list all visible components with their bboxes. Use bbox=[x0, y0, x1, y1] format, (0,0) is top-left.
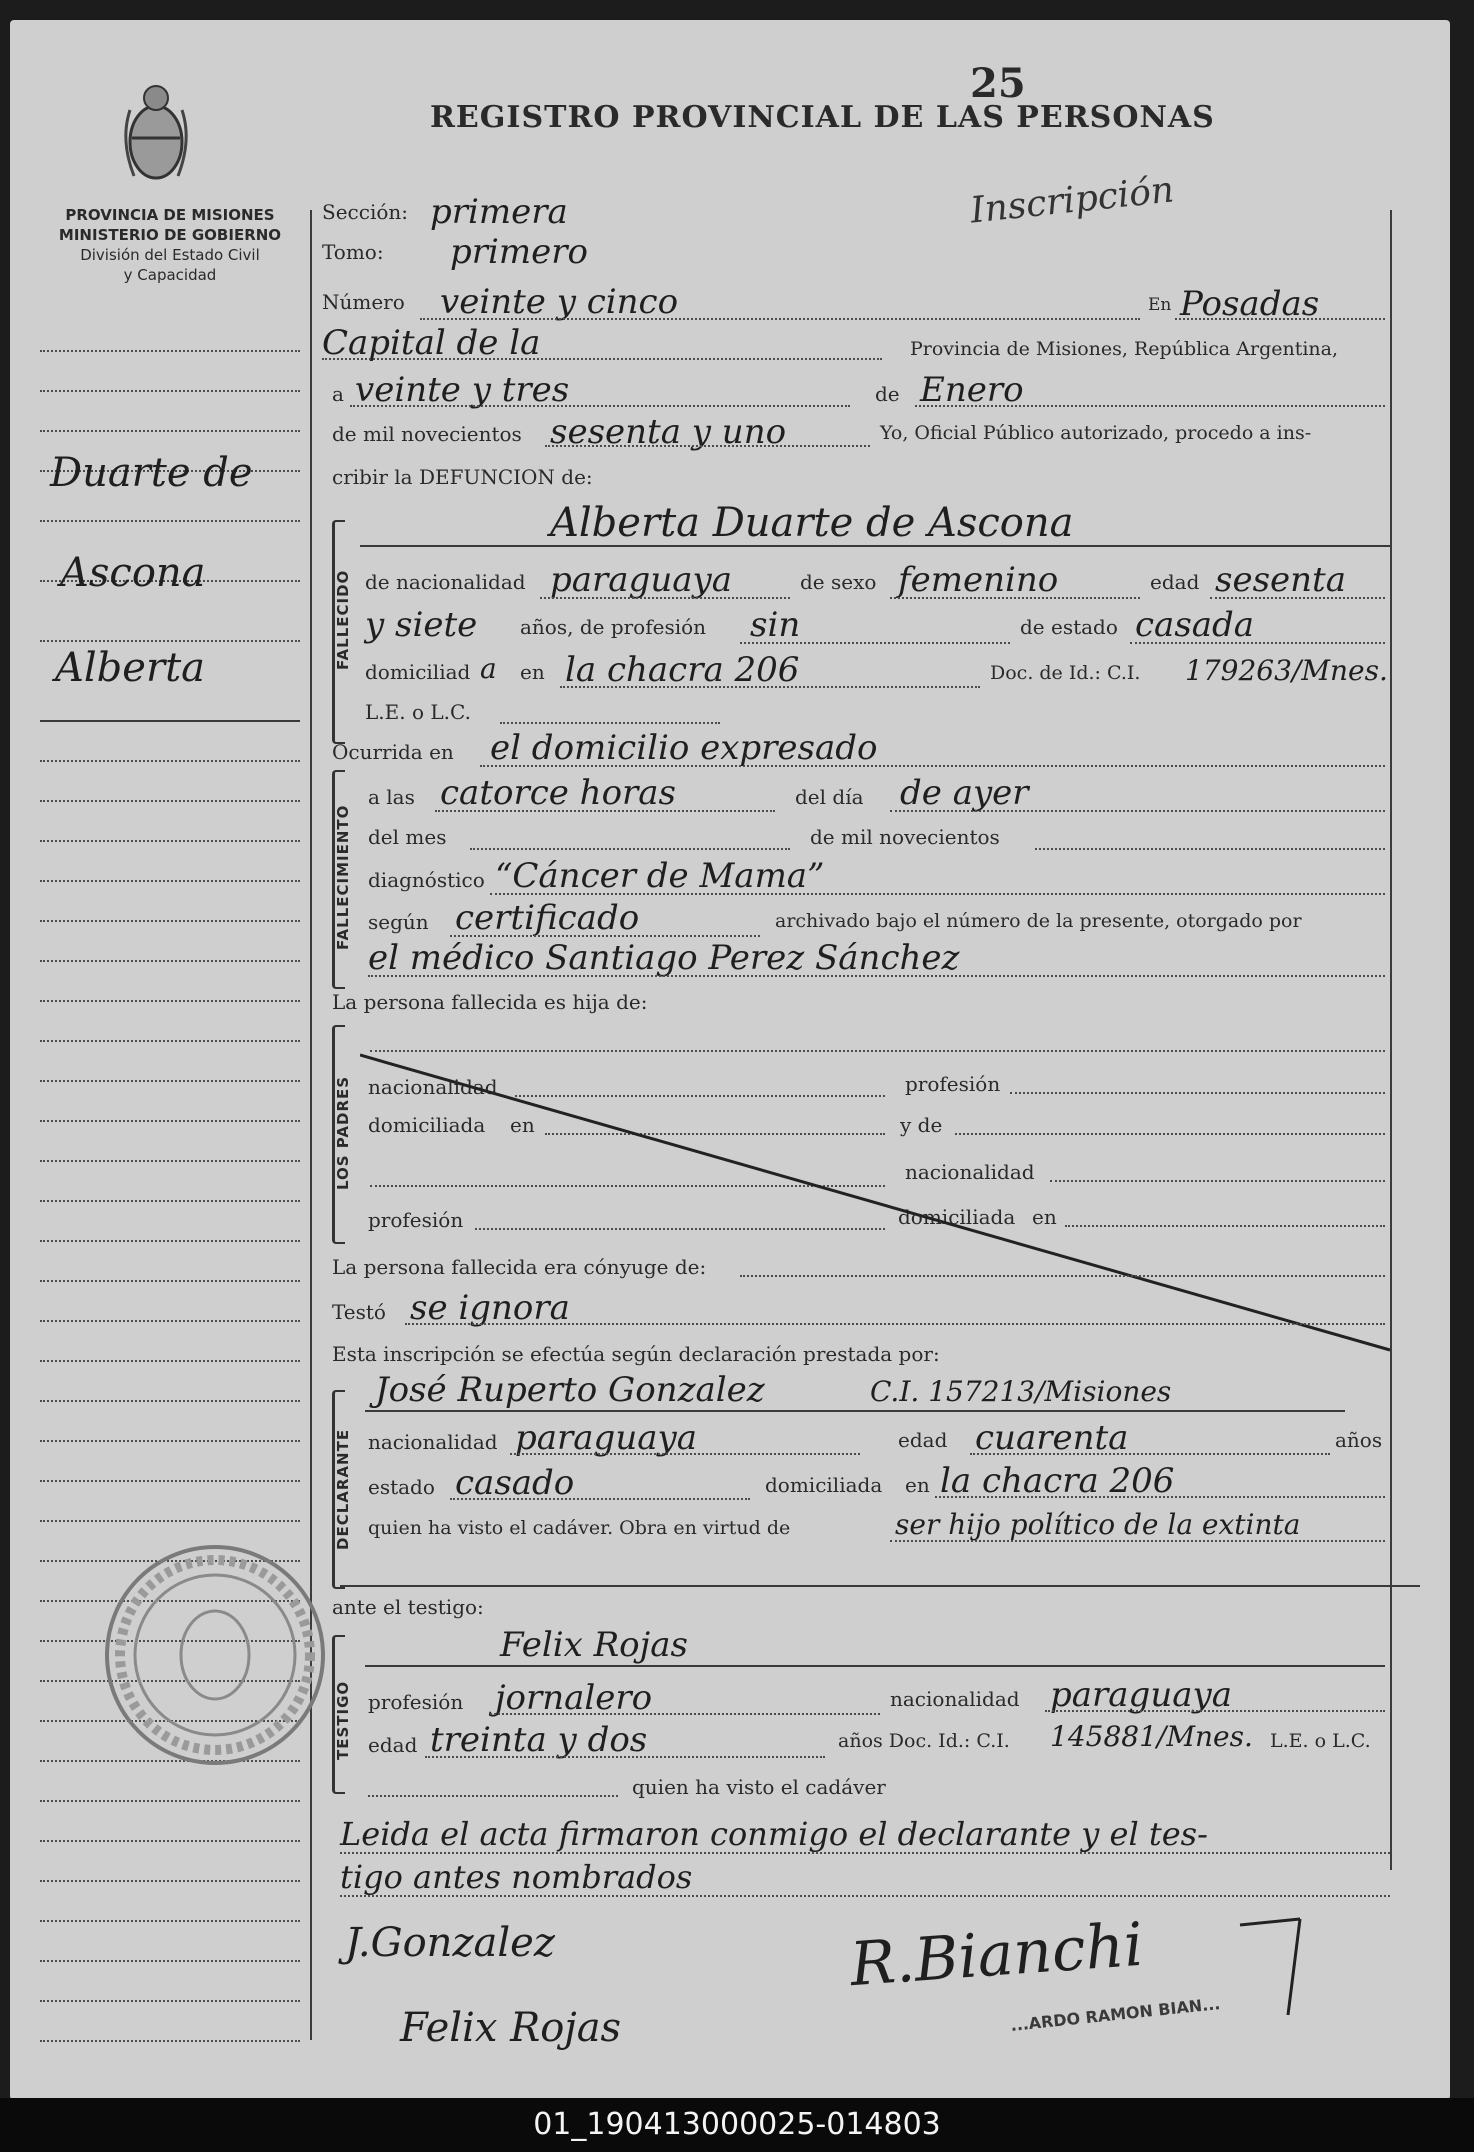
signature-testigo: Felix Rojas bbox=[400, 2005, 622, 2051]
segun-line bbox=[450, 935, 760, 937]
page-number: 25 bbox=[970, 60, 1026, 107]
declarante-name: José Ruperto Gonzalez bbox=[375, 1370, 765, 1410]
conyuge-label: La persona fallecida era cónyuge de: bbox=[332, 1255, 707, 1279]
de-mil2-line bbox=[1035, 848, 1385, 850]
segun-value: certificado bbox=[455, 898, 640, 938]
right-border bbox=[1390, 210, 1392, 1870]
margin-line bbox=[40, 960, 300, 962]
declarante-line bbox=[365, 1410, 1345, 1412]
t-profesion-value: jornalero bbox=[495, 1678, 653, 1718]
closing-line-1: Leida el acta firmaron conmigo el declarante y el tes- bbox=[340, 1815, 1208, 1853]
padres-side-label: LOS PADRES bbox=[334, 1075, 352, 1190]
d-edad-line bbox=[970, 1453, 1330, 1455]
margin-line bbox=[40, 720, 300, 722]
fallecido-line bbox=[360, 545, 1390, 547]
testigo-line bbox=[365, 1665, 1385, 1667]
profesion-value: sin bbox=[750, 605, 801, 645]
margin-line bbox=[40, 1000, 300, 1002]
en-label2: en bbox=[520, 660, 545, 684]
capacidad-label: y Capacidad bbox=[123, 266, 217, 284]
domiciliad-suffix: a bbox=[480, 652, 497, 685]
testigo-side-label: TESTIGO bbox=[334, 1680, 352, 1760]
doc-label: Doc. de Id.: C.I. bbox=[990, 662, 1141, 684]
fallecido-name: Alberta Duarte de Ascona bbox=[550, 500, 1074, 546]
coat-of-arms-icon bbox=[120, 80, 192, 190]
provincia-label: Provincia de Misiones, República Argentina, bbox=[910, 338, 1339, 360]
margin-line bbox=[40, 840, 300, 842]
d-edad-label: edad bbox=[898, 1428, 948, 1452]
d-virtud-value: ser hijo político de la extinta bbox=[895, 1508, 1301, 1541]
numero-value: veinte y cinco bbox=[440, 282, 679, 322]
margin-line bbox=[40, 1520, 300, 1522]
margin-line bbox=[40, 1160, 300, 1162]
margin-line bbox=[40, 880, 300, 882]
nacionalidad-label: de nacionalidad bbox=[365, 570, 526, 594]
hora-value: catorce horas bbox=[440, 773, 677, 813]
t-nacionalidad-label: nacionalidad bbox=[890, 1687, 1020, 1711]
diagnostico-value: “Cáncer de Mama” bbox=[495, 856, 825, 896]
segun-label: según bbox=[368, 910, 429, 934]
anos-profesion-label: años, de profesión bbox=[520, 615, 707, 639]
margin-line bbox=[40, 1480, 300, 1482]
d-nacionalidad-value: paraguaya bbox=[515, 1418, 697, 1458]
d-nacionalidad-line bbox=[510, 1453, 860, 1455]
margin-line bbox=[40, 1120, 300, 1122]
dia-fall-value: de ayer bbox=[900, 773, 1029, 813]
fallecimiento-side-label: FALLECIMIENTO bbox=[334, 804, 352, 950]
margin-line bbox=[40, 2000, 300, 2002]
numero-label: Número bbox=[322, 290, 405, 314]
seccion-value: primera bbox=[430, 192, 568, 232]
testo-value: se ignora bbox=[410, 1288, 570, 1328]
p-domiciliada-label: domiciliada bbox=[368, 1113, 486, 1137]
edad-line bbox=[1210, 597, 1385, 599]
t-anos-label: años Doc. Id.: C.I. bbox=[838, 1730, 1010, 1752]
t-edad-value: treinta y dos bbox=[430, 1720, 648, 1760]
closing-line-2: tigo antes nombrados bbox=[340, 1858, 693, 1896]
margin-line bbox=[40, 1880, 300, 1882]
hija-de-label: La persona fallecida es hija de: bbox=[332, 990, 648, 1014]
estado-label: de estado bbox=[1020, 615, 1118, 639]
t-edad-line bbox=[425, 1756, 825, 1758]
t-profesion-line bbox=[490, 1713, 880, 1715]
tomo-label: Tomo: bbox=[322, 240, 384, 264]
d-estado-value: casado bbox=[455, 1463, 575, 1503]
medico-value: el médico Santiago Perez Sánchez bbox=[368, 938, 960, 978]
p-en-label: en bbox=[510, 1113, 535, 1137]
p-profesion2-label: profesión bbox=[368, 1208, 464, 1232]
testo-label: Testó bbox=[332, 1300, 386, 1324]
domicilio-line bbox=[560, 686, 980, 688]
del-mes-line bbox=[470, 848, 790, 850]
p-domiciliada2-label: domiciliada bbox=[898, 1205, 1016, 1229]
conyuge-line bbox=[740, 1275, 1385, 1277]
top-annotation: Inscripción bbox=[968, 169, 1176, 232]
margin-name-surname2: Ascona bbox=[60, 550, 206, 596]
closing-line-rule-1 bbox=[340, 1852, 1390, 1854]
de-mil2-label: de mil novecientos bbox=[810, 825, 1000, 849]
document-sheet bbox=[10, 20, 1450, 2100]
p-en2-label: en bbox=[1032, 1205, 1057, 1229]
margin-line bbox=[40, 920, 300, 922]
p-nacionalidad2-label: nacionalidad bbox=[905, 1160, 1035, 1184]
mes-line bbox=[915, 405, 1385, 407]
page-title: REGISTRO PROVINCIAL DE LAS PERSONAS bbox=[430, 100, 1215, 135]
signature-oficial: R.Bianchi bbox=[847, 1909, 1146, 2001]
p-nacionalidad-label: nacionalidad bbox=[368, 1075, 498, 1099]
sexo-label: de sexo bbox=[800, 570, 877, 594]
signature-flourish-icon bbox=[1230, 1915, 1310, 2025]
d-edad-value: cuarenta bbox=[975, 1418, 1129, 1458]
margin-line bbox=[40, 800, 300, 802]
fallecido-side-label: FALLECIDO bbox=[334, 569, 352, 670]
en-label: En bbox=[1148, 295, 1172, 315]
inscribir-label: cribir la DEFUNCION de: bbox=[332, 465, 593, 489]
domiciliad-label: domiciliad bbox=[365, 660, 471, 684]
de-label: de bbox=[875, 382, 900, 406]
d-anos-label: años bbox=[1335, 1428, 1383, 1452]
margin-line bbox=[40, 390, 300, 392]
d-domicilio-value: la chacra 206 bbox=[940, 1461, 1175, 1501]
edad-value: sesenta bbox=[1215, 560, 1346, 600]
ocurrida-label: Ocurrida en bbox=[332, 740, 454, 764]
margin-line bbox=[40, 1080, 300, 1082]
capital-value: Capital de la bbox=[322, 323, 541, 363]
seccion-label: Sección: bbox=[322, 200, 408, 224]
edad-value2: y siete bbox=[365, 605, 478, 645]
margin-line bbox=[40, 1920, 300, 1922]
edad-label: edad bbox=[1150, 570, 1200, 594]
p-yde-label: y de bbox=[900, 1113, 943, 1137]
d-en-label: en bbox=[905, 1473, 930, 1497]
province-label: PROVINCIA DE MISIONES bbox=[65, 206, 275, 224]
declarante-bottom-rule bbox=[340, 1585, 1420, 1587]
margin-line bbox=[40, 350, 300, 352]
diagnostico-label: diagnóstico bbox=[368, 868, 485, 892]
margin-line bbox=[40, 1040, 300, 1042]
margin-line bbox=[40, 430, 300, 432]
sexo-value: femenino bbox=[898, 560, 1059, 600]
margin-line bbox=[40, 2040, 300, 2042]
margin-line bbox=[40, 1360, 300, 1362]
anio-value: sesenta y uno bbox=[550, 412, 787, 452]
division-label: División del Estado Civil bbox=[80, 246, 260, 264]
en-line bbox=[1175, 318, 1385, 320]
estado-value: casada bbox=[1135, 605, 1255, 645]
margin-name-given: Alberta bbox=[55, 645, 205, 691]
profesion-line bbox=[740, 642, 1010, 644]
d-domiciliada-label: domiciliada bbox=[765, 1473, 883, 1497]
mes-value: Enero bbox=[920, 370, 1024, 410]
anio-line bbox=[545, 445, 870, 447]
d-estado-label: estado bbox=[368, 1475, 435, 1499]
margin-line bbox=[40, 1280, 300, 1282]
dia-line bbox=[350, 405, 850, 407]
official-stamp-text: ...ARDO RAMON BIAN... bbox=[1009, 1994, 1222, 2035]
oficial-label: Yo, Oficial Público autorizado, procedo a ins- bbox=[880, 422, 1312, 444]
margin-line bbox=[40, 1440, 300, 1442]
margin-line bbox=[40, 1400, 300, 1402]
testigo-label: ante el testigo: bbox=[332, 1595, 484, 1619]
diagnostico-line bbox=[490, 893, 1385, 895]
margin-name-surname: Duarte de bbox=[50, 450, 253, 496]
p-profesion-label: profesión bbox=[905, 1072, 1001, 1096]
del-mes-label: del mes bbox=[368, 825, 447, 849]
margin-line bbox=[40, 1840, 300, 1842]
ocurrida-value: el domicilio expresado bbox=[490, 728, 878, 768]
sexo-line bbox=[890, 597, 1140, 599]
le-lc-line bbox=[500, 722, 720, 724]
domicilio-value: la chacra 206 bbox=[565, 650, 800, 690]
official-seal-icon bbox=[100, 1540, 330, 1770]
t-le-label: L.E. o L.C. bbox=[1270, 1730, 1371, 1752]
estado-line bbox=[1130, 642, 1385, 644]
d-nacionalidad-label: nacionalidad bbox=[368, 1430, 498, 1454]
declarante-side-label: DECLARANTE bbox=[334, 1428, 352, 1550]
d-domicilio-line bbox=[935, 1496, 1385, 1498]
margin-line bbox=[40, 1240, 300, 1242]
image-id-footer: 01_190413000025-014803 bbox=[0, 2098, 1474, 2152]
margin-line bbox=[40, 760, 300, 762]
testo-line bbox=[405, 1323, 1385, 1325]
t-nacionalidad-value: paraguaya bbox=[1050, 1675, 1232, 1715]
margin-line bbox=[40, 520, 300, 522]
tomo-value: primero bbox=[450, 232, 588, 272]
ocurrida-line bbox=[480, 765, 1385, 767]
signature-declarante: J.Gonzalez bbox=[345, 1920, 555, 1966]
del-dia-label: del día bbox=[795, 785, 864, 809]
d-estado-line bbox=[450, 1498, 750, 1500]
margin-line bbox=[40, 1960, 300, 1962]
inscripcion-label: Esta inscripción se efectúa según declaración prestada por: bbox=[332, 1342, 940, 1366]
archivado-label: archivado bajo el número de la presente, otorgado por bbox=[775, 910, 1302, 932]
medico-line bbox=[368, 975, 1385, 977]
testigo-name: Felix Rojas bbox=[500, 1625, 688, 1665]
en-value: Posadas bbox=[1180, 284, 1320, 324]
margin-line bbox=[40, 1320, 300, 1322]
hora-line bbox=[435, 810, 775, 812]
margin-line bbox=[40, 640, 300, 642]
t-edad-label: edad bbox=[368, 1733, 418, 1757]
ci-value: 179263/Mnes. bbox=[1185, 654, 1388, 687]
t-blank-line bbox=[368, 1795, 618, 1797]
margin-line bbox=[40, 1800, 300, 1802]
nacionalidad-value: paraguaya bbox=[550, 560, 732, 600]
le-lc-label: L.E. o L.C. bbox=[365, 700, 471, 724]
a-las-label: a las bbox=[368, 785, 415, 809]
t-profesion-label: profesión bbox=[368, 1690, 464, 1714]
declarante-ci: C.I. 157213/Misiones bbox=[870, 1375, 1172, 1408]
t-ci-value: 145881/Mnes. bbox=[1050, 1720, 1253, 1753]
a-label: a bbox=[332, 382, 344, 406]
numero-line bbox=[420, 318, 1140, 320]
de-mil-label: de mil novecientos bbox=[332, 422, 522, 446]
dia-value: veinte y tres bbox=[355, 370, 570, 410]
d-visto-label: quien ha visto el cadáver. Obra en virtud de bbox=[368, 1517, 791, 1539]
closing-line-rule-2 bbox=[340, 1895, 1390, 1897]
left-header bbox=[40, 205, 300, 285]
t-visto-label: quien ha visto el cadáver bbox=[632, 1775, 886, 1799]
ministry-label: MINISTERIO DE GOBIERNO bbox=[58, 226, 282, 244]
capital-line bbox=[322, 358, 882, 360]
dia-fall-line bbox=[890, 810, 1385, 812]
t-nacionalidad-line bbox=[1045, 1710, 1385, 1712]
margin-line bbox=[40, 1200, 300, 1202]
d-virtud-line bbox=[890, 1540, 1385, 1542]
nacionalidad-line bbox=[540, 597, 790, 599]
